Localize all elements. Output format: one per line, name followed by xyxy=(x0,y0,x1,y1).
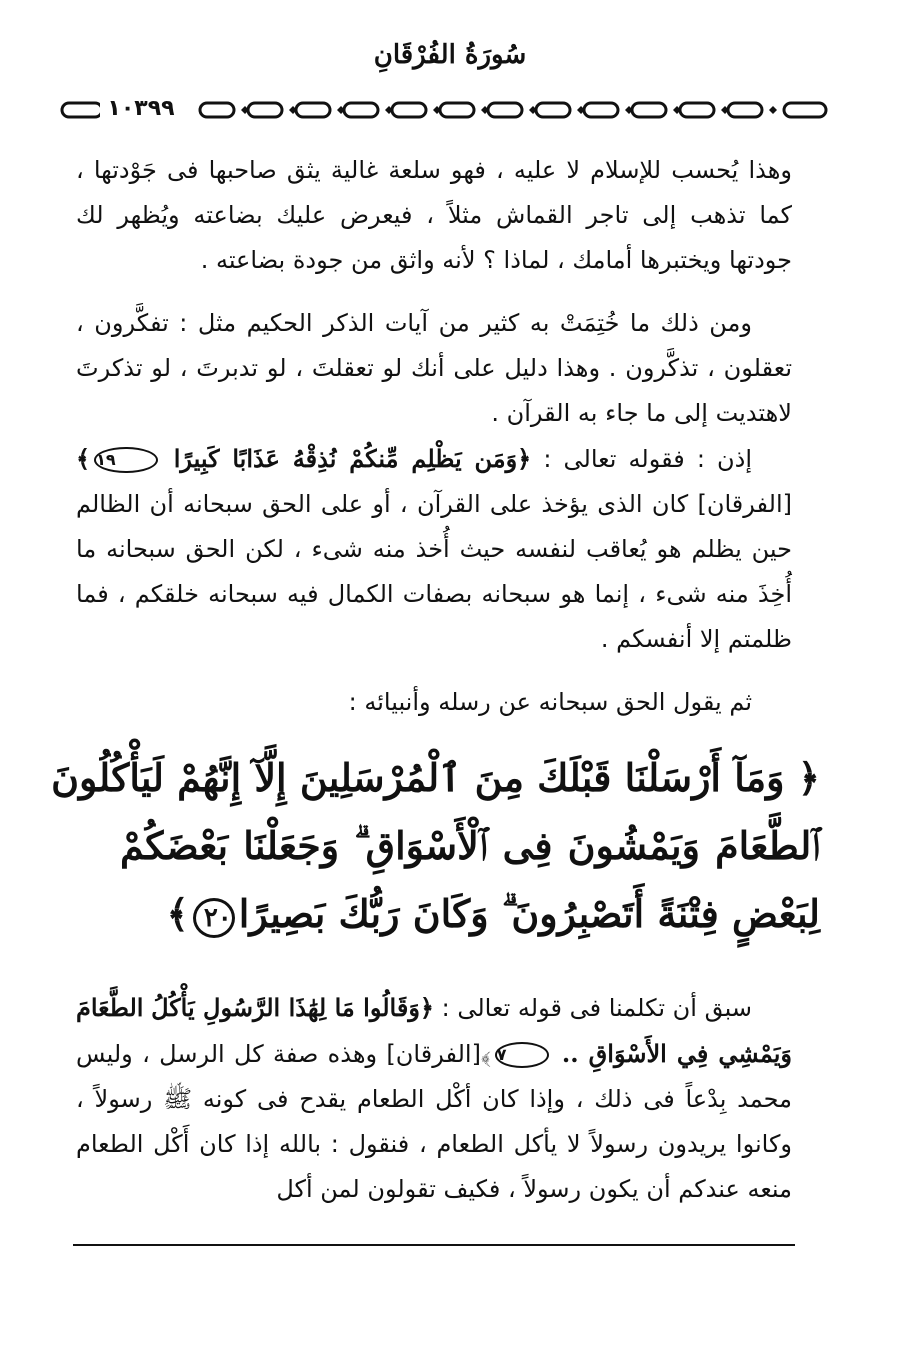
text-line: لو تدبرتَ ، لو تذكرتَ لاهتديت إلى ما جاء به القرآن . xyxy=(76,354,792,427)
text-line: حين يظلم هو يُعاقب لنفسه حيث أُخذ منه شىء ، لكن الحق سبحانه xyxy=(106,535,792,563)
text-line: خلقكم ، فما ظلمتم إلا أنفسكم . xyxy=(76,580,792,653)
text-line: تفكَّرون ، تعقلون ، تذكَّرون . وهذا دليل على أنك لو تعقلتَ ، xyxy=(76,309,792,382)
verse-number-badge: ٢٠ xyxy=(193,898,235,938)
paragraph xyxy=(76,436,792,662)
text-line: وهذا يُحسب للإسلام لا عليه ، فهو سلعة غالية يثق صاحبها فى xyxy=(166,156,792,184)
main-text-continued xyxy=(76,985,792,1212)
verse-line: ﴿ وَمَآ أَرْسَلْنَا قَبْلَكَ مِنَ ٱلْمُرْسَلِينَ إِلَّآ إِنَّهُمْ لَيَأْكُلُونَ xyxy=(51,755,820,800)
text-line: سبق أن تكلمنا فى قوله تعالى : xyxy=(441,994,752,1022)
verse-line: ٱلطَّعَامَ وَيَمْشُونَ فِى ٱلْأَسْوَاقِ ۗ وَجَعَلْنَا بَعْضَكُمْ xyxy=(120,823,820,868)
paragraph xyxy=(76,148,792,283)
text-line: ﴾[الفرقان] وهذه صفة كل الرسل ، xyxy=(142,1040,491,1068)
text-line: ثم يقول الحق سبحانه عن رسله وأنبيائه : xyxy=(348,688,752,716)
text-line: ما أُخِذَ منه شىء ، إنما هو سبحانه بصفات الكمال فيه سبحانه xyxy=(76,535,793,608)
verse-number-badge: ٧ xyxy=(495,1042,549,1068)
page-number: ١٠٣٩٩ xyxy=(100,94,182,124)
quran-quote: ﴿وَمَن يَظْلِم مِّنكُمْ نُذِقْهُ عَذَابًا كَبِيرًا xyxy=(173,444,532,473)
text-line: وليس محمد بِدْعاً فى ذلك ، وإذا كان أكْل الطعام يقدح فى كونه ﷺ xyxy=(76,1040,792,1113)
text-line: أَكْل الطعام منعه عندكم أن يكون رسولاً ، فكيف تقولون لمن أكل xyxy=(76,1130,792,1203)
verse-number-badge: ١٩ xyxy=(94,447,158,473)
text-line: ومن ذلك ما خُتِمَتْ به كثير من آيات الذكر الحكيم مثل : xyxy=(179,309,752,337)
verse-line-text: لِبَعْضٍ فِتْنَةً أَتَصْبِرُونَ ۗ وَكَانَ رَبُّكَ بَصِيرًا xyxy=(238,891,820,936)
quran-quote: الطَّعَامَ وَيَمْشِي فِي الأَسْوَاقِ .. xyxy=(76,993,792,1068)
verse-close-bracket: ﴾ xyxy=(166,891,189,936)
quran-verse-block xyxy=(51,755,820,955)
verse-line-last xyxy=(120,891,820,938)
surah-title: سُورَةُ الفُرْقَانِ xyxy=(373,40,527,70)
quran-quote: ﴿وَقَالُوا مَا لِهَٰذَا الرَّسُولِ يَأْكُلُ xyxy=(151,993,434,1022)
text-line: إذن : فقوله تعالى : xyxy=(543,445,752,473)
text-line: [الفرقان] كان الذى يؤخذ على القرآن ، أو على الحق سبحانه أن الظالم xyxy=(76,490,792,518)
paragraph xyxy=(76,301,792,436)
text-line: رسولاً ، وكانوا يريدون رسولاً لا يأكل الطعام ، فنقول : بالله إذا كان xyxy=(76,1085,792,1158)
quran-quote-close: ﴾ xyxy=(76,444,91,473)
paragraph xyxy=(76,985,792,1212)
footer-rule xyxy=(73,1244,795,1246)
text-line: جَوْدتها ، كما تذهب إلى تاجر القماش مثلاً ، فيعرض عليك بضاعته xyxy=(76,156,792,229)
text-line: بضاعته . xyxy=(200,246,286,274)
main-text xyxy=(76,148,792,725)
paragraph xyxy=(76,680,792,725)
text-line: ويُظهر لك جودتها ويختبرها أمامك ، لماذا ؟ لأنه واثق من جودة xyxy=(76,201,792,274)
